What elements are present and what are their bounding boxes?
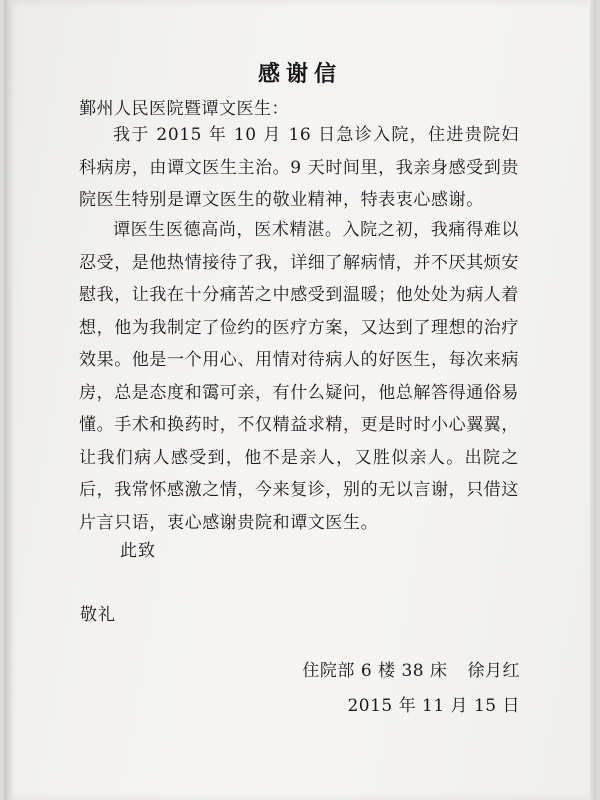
letter-title: 感谢信 <box>257 61 342 87</box>
paper-left-edge <box>4 0 12 800</box>
signature-line <box>300 656 520 681</box>
signature-name: 徐月红 <box>467 661 520 681</box>
letter-date: 2015 年 11 月 15 日 <box>347 696 520 716</box>
letter-paragraph-2: 谭医生医德高尚，医术精湛。入院之初，我痛得难以忍受，是他热情接待了我，详细了解病情，并不厌其烦安慰我，让我在十分痛苦之中感受到温暖；他处处为病人着想，他为我制定了俭约的医疗方案，又达到了理想的治疗效果。他是一个用心、用情对待病人的好医生，每次来病房，总是态度和霭可亲，有什么疑问，他总解答得通俗易懂。手术和换药时，不仅精益求精，更是时时小心翼翼，让我们病人感受到，他不是亲人，又胜似亲人。出院之后，我常怀感激之情，今来复诊，别的无以言谢，只借这片言只语，衷心感谢贵院和谭文医生。 <box>79 220 519 533</box>
letter-closing: 此致 <box>120 541 156 561</box>
signature-location: 住院部 6 楼 38 床 <box>302 661 448 681</box>
letter-salutation: 鄞州人民医院暨谭文医生： <box>79 99 289 119</box>
letter-regards: 敬礼 <box>80 605 116 625</box>
paper-right-edge <box>590 0 596 800</box>
letter-paragraph-1: 我于 2015 年 10 月 16 日急诊入院，住进贵院妇科病房，由谭文医生主治。9 天时间里，我亲身感受到贵院医生特别是谭文医生的敬业精神，特表衷心感谢。 <box>79 125 519 210</box>
